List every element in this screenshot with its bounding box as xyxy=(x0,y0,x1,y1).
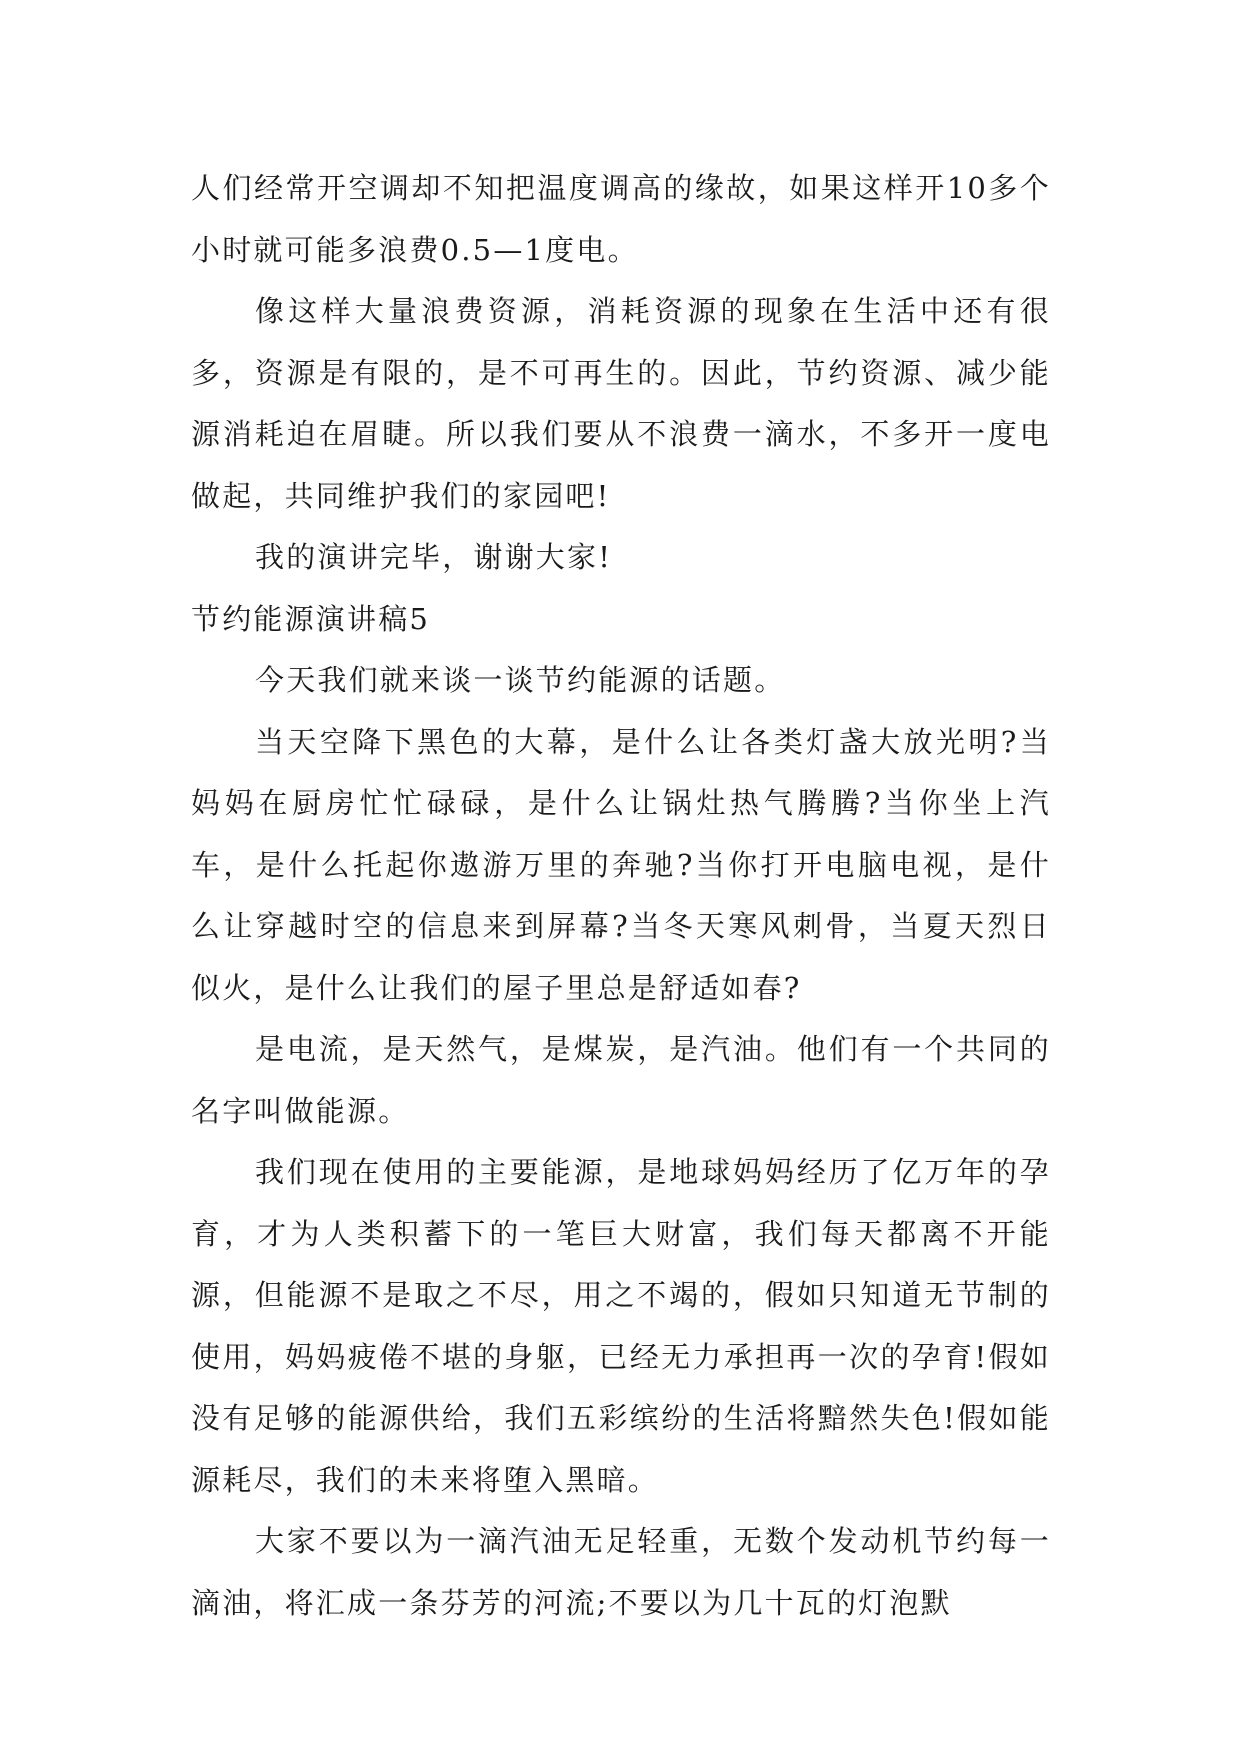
paragraph-energy-wealth: 我们现在使用的主要能源，是地球妈妈经历了亿万年的孕育，才为人类积蓄下的一笔巨大财富，我们每天都离不开能源，但能源不是取之不尽，用之不竭的，假如只知道无节制的使用，妈妈疲倦不堪的身躯，已经无力承担再一次的孕育!假如没有足够的能源供给，我们五彩缤纷的生活将黯然失色!假如能源耗尽，我们的未来将堕入黑暗。 xyxy=(191,1155,1051,1497)
paragraph-questions: 当天空降下黑色的大幕，是什么让各类灯盏大放光明?当妈妈在厨房忙忙碌碌，是什么让锅灶热气腾腾?当你坐上汽车，是什么托起你遨游万里的奔驰?当你打开电脑电视，是什么让穿越时空的信息来到屏幕?当冬天寒风刺骨，当夏天烈日似火，是什么让我们的屋子里总是舒适如春? xyxy=(191,724,1051,1005)
paragraph-energy-answer: 是电流，是天然气，是煤炭，是汽油。他们有一个共同的名字叫做能源。 xyxy=(191,1032,1051,1128)
paragraph-resource-waste: 像这样大量浪费资源，消耗资源的现象在生活中还有很多，资源是有限的，是不可再生的。因此，节约资源、减少能源消耗迫在眉睫。所以我们要从不浪费一滴水，不多开一度电做起，共同维护我们的家园吧! xyxy=(191,294,1051,513)
paragraph-air-conditioner: 人们经常开空调却不知把温度调高的缘故，如果这样开10多个小时就可能多浪费0.5—1度电。 xyxy=(191,171,1051,267)
paragraph-topic-intro: 今天我们就来谈一谈节约能源的话题。 xyxy=(255,663,786,697)
document-body xyxy=(191,158,1051,1634)
paragraph-every-drop: 大家不要以为一滴汽油无足轻重，无数个发动机节约每一滴油，将汇成一条芬芳的河流;不要以为几十瓦的灯泡默 xyxy=(191,1524,1051,1620)
section-title: 节约能源演讲稿5 xyxy=(191,601,431,636)
paragraph-speech-end: 我的演讲完毕，谢谢大家! xyxy=(255,540,613,574)
